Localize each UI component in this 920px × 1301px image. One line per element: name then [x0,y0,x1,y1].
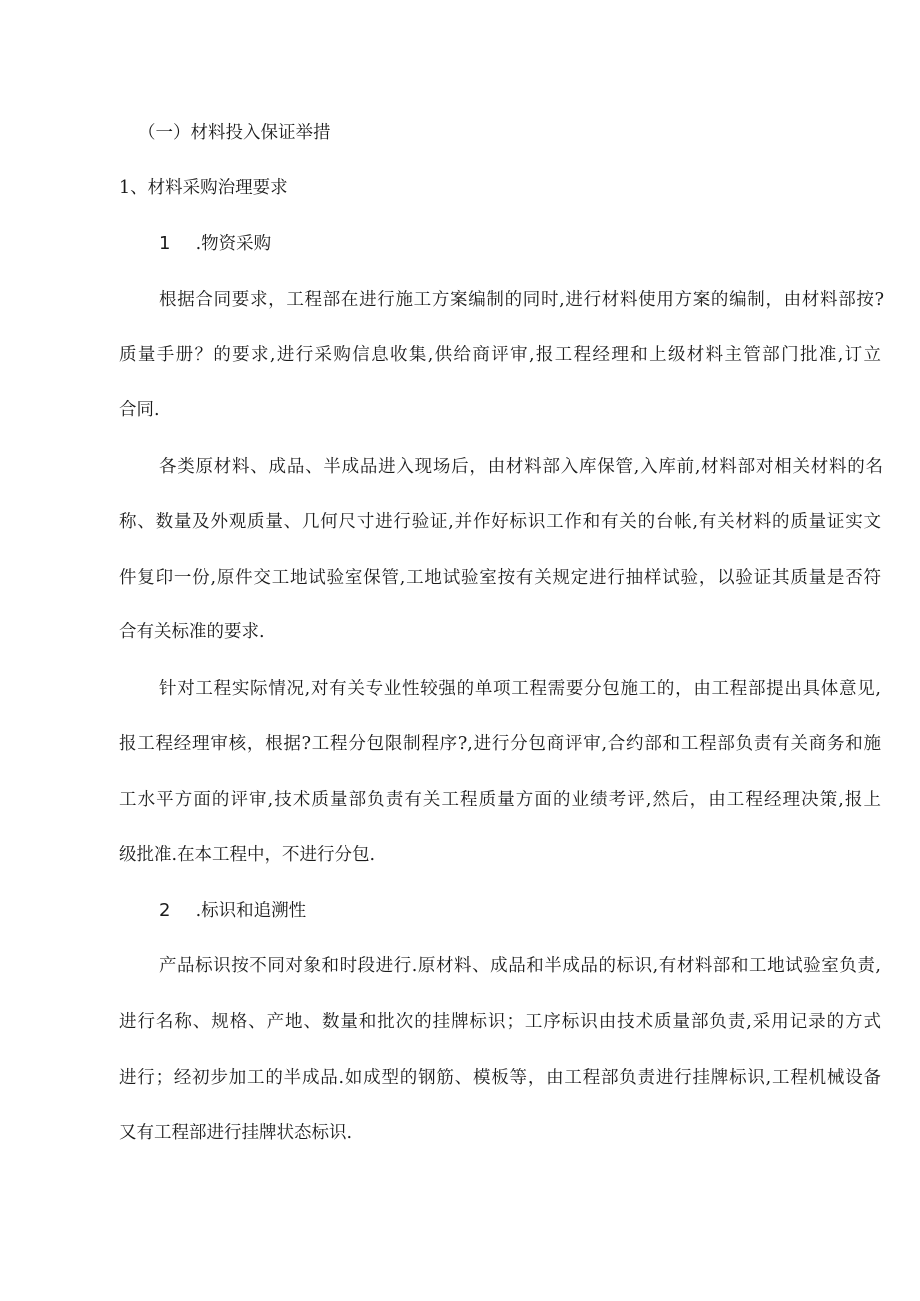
item2-title: .标识和追溯性 [195,901,307,921]
paragraph-line: 各类原材料、成品、半成品进入现场后，由材料部入库保管,入库前,材料部对相关材料的名 [159,457,883,477]
paragraph-line: 产品标识按不同对象和时段进行.原材料、成品和半成品的标识,有材料部和工地试验室负责, [159,956,881,976]
paragraph-line: 报工程经理审核，根据?工程分包限制程序?,进行分包商评审,合约部和工程部负责有关商务和施 [119,734,881,754]
paragraph-line: 合同. [119,400,160,420]
paragraph-line: 件复印一份,原件交工地试验室保管,工地试验室按有关规定进行抽样试验，以验证其质量是否符 [119,568,881,588]
item1-heading [159,232,271,256]
paragraph-line: 质量手册？的要求,进行采购信息收集,供给商评审,报工程经理和上级材料主管部门批准,订立 [119,345,881,365]
paragraph-line: 合有关标准的要求. [119,622,265,642]
paragraph-line: 工水平方面的评审,技术质量部负责有关工程质量方面的业绩考评,然后，由工程经理决策,报上 [119,790,881,810]
paragraph-line: 进行名称、规格、产地、数量和批次的挂牌标识；工序标识由技术质量部负责,采用记录的方式 [119,1012,881,1032]
paragraph-line: 又有工程部进行挂牌状态标识. [119,1123,353,1143]
paragraph-line: 进行；经初步加工的半成品.如成型的钢筋、模板等，由工程部负责进行挂牌标识,工程机械设备 [119,1068,881,1088]
item1-number: 1 [159,233,171,254]
section-heading: （一）材料投入保证举措 [138,123,331,143]
paragraph-line: 针对工程实际情况,对有关专业性较强的单项工程需要分包施工的，由工程部提出具体意见, [159,679,881,699]
subsection-heading: 1、材料采购治理要求 [119,178,288,198]
paragraph-line: 称、数量及外观质量、几何尺寸进行验证,并作好标识工作和有关的台帐,有关材料的质量证实文 [119,512,881,532]
paragraph-line: 根据合同要求，工程部在进行施工方案编制的同时,进行材料使用方案的编制，由材料部按? [159,290,884,310]
item2-heading [159,899,306,923]
item2-number: 2 [159,900,171,921]
item1-title: .物资采购 [195,234,272,254]
paragraph-line: 级批准.在本工程中，不进行分包. [119,845,376,865]
